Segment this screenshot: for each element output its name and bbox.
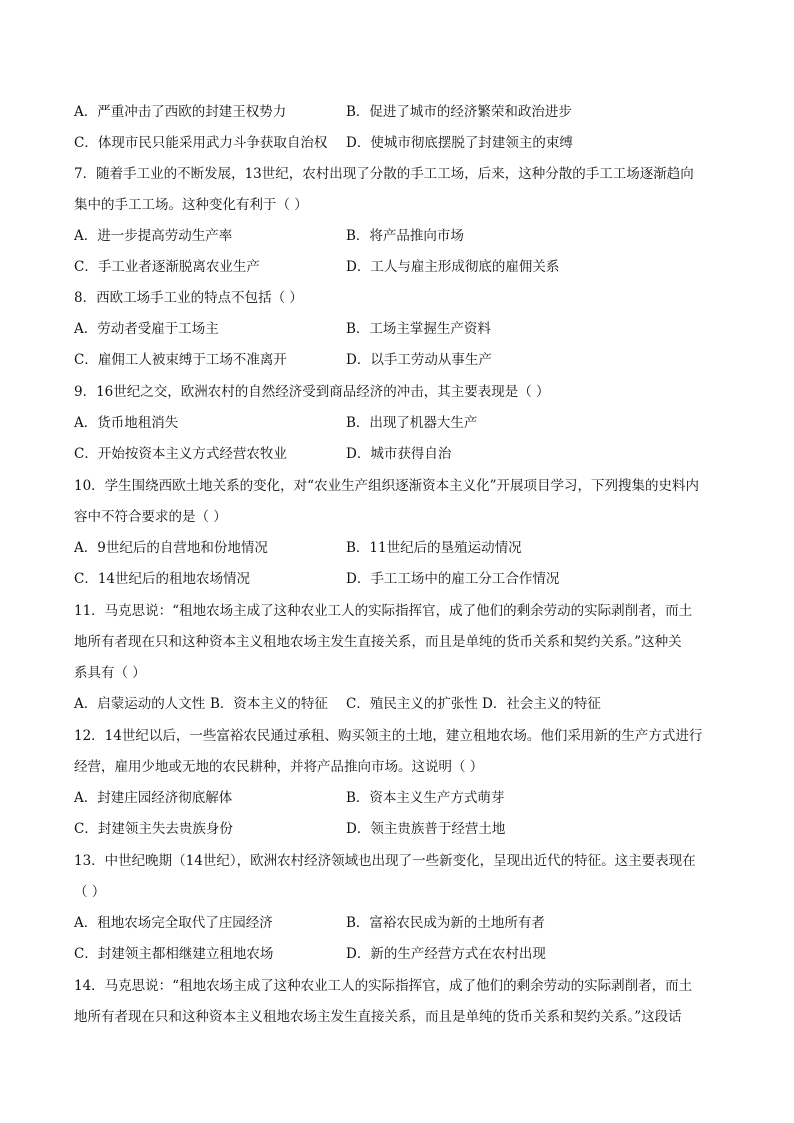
q7-option-c: C．手工业者逐渐脱离农业生产	[74, 259, 260, 275]
q13-stem-line-1: 13．中世纪晚期（14世纪），欧洲农村经济领域也出现了一些新变化，呈现出近代的特征。这主要表现在	[74, 853, 696, 869]
q13-option-a: A．租地农场完全取代了庄园经济	[74, 915, 273, 931]
q8-stem: 8．西欧工场手工业的特点不包括（ ）	[74, 290, 303, 306]
q6-option-b: B．促进了城市的经济繁荣和政治进步	[346, 104, 572, 120]
q12-option-a: A．封建庄园经济彻底解体	[74, 790, 233, 806]
q8-option-d: D．以手工劳动从事生产	[346, 352, 492, 368]
q10-stem-line-1: 10．学生围绕西欧土地关系的变化，对“农业生产组织逐渐资本主义化”开展项目学习，下列搜集的史料内	[74, 478, 699, 494]
q7-stem-line-2: 集中的手工工场。这种变化有利于（ ）	[74, 197, 308, 213]
q7-option-d: D．工人与雇主形成彻底的雇佣关系	[346, 259, 560, 275]
q8-option-a: A．劳动者受雇于工场主	[74, 321, 219, 337]
q9-option-d: D．城市获得自治	[346, 446, 452, 462]
q9-stem: 9．16世纪之交，欧洲农村的自然经济受到商品经济的冲击，其主要表现是（ ）	[74, 384, 550, 400]
q12-option-b: B．资本主义生产方式萌芽	[346, 790, 505, 806]
q6-option-c: C．体现市民只能采用武力斗争获取自治权	[74, 135, 328, 151]
q10-option-d: D．手工工场中的雇工分工合作情况	[346, 571, 560, 587]
q14-stem-line-2: 地所有者现在只和这种资本主义租地农场主发生直接关系，而且是单纯的货币关系和契约关系。”这段话	[74, 1009, 682, 1025]
q11-option-d: D．社会主义的特征	[482, 696, 601, 712]
q11-stem-line-3: 系具有（ ）	[74, 665, 146, 681]
q12-stem-line-2: 经营，雇用少地或无地的农民耕种，并将产品推向市场。这说明（ ）	[74, 759, 484, 775]
q10-stem-line-2: 容中不符合要求的是（ ）	[74, 509, 227, 525]
q13-option-d: D．新的生产经营方式在农村出现	[346, 946, 546, 962]
q9-option-c: C．开始按资本主义方式经营农牧业	[74, 446, 287, 462]
q6-option-d: D．使城市彻底摆脱了封建领主的束缚	[346, 135, 573, 151]
q11-option-c: C．殖民主义的扩张性	[346, 696, 478, 712]
q7-stem-line-1: 7．随着手工业的不断发展，13世纪，农村出现了分散的手工工场，后来，这种分散的手工工场逐渐趋向	[74, 166, 694, 182]
q7-option-b: B．将产品推向市场	[346, 228, 464, 244]
q12-option-d: D．领主贵族普于经营土地	[346, 821, 506, 837]
q7-option-a: A．进一步提高劳动生产率	[74, 228, 233, 244]
q9-option-a: A．货币地租消失	[74, 415, 179, 431]
q11-option-b: B．资本主义的特征	[210, 696, 328, 712]
q10-option-c: C．14世纪后的租地农场情况	[74, 571, 251, 587]
q12-option-c: C．封建领主失去贵族身份	[74, 821, 233, 837]
q10-option-a: A．9世纪后的自营地和份地情况	[74, 540, 268, 556]
q8-option-b: B．工场主掌握生产资料	[346, 321, 491, 337]
q11-stem-line-2: 地所有者现在只和这种资本主义租地农场主发生直接关系，而且是单纯的货币关系和契约关系。”这种关	[74, 634, 682, 650]
q13-stem-line-2: （ ）	[74, 884, 106, 900]
q10-option-b: B．11世纪后的垦殖运动情况	[346, 540, 522, 556]
q13-option-c: C．封建领主都相继建立租地农场	[74, 946, 274, 962]
q9-option-b: B．出现了机器大生产	[346, 415, 478, 431]
q13-option-b: B．富裕农民成为新的土地所有者	[346, 915, 545, 931]
q14-stem-line-1: 14．马克思说：“租地农场主成了这种农业工人的实际指挥官，成了他们的剩余劳动的实际剥削者，而土	[74, 978, 693, 994]
q11-option-a: A．启蒙运动的人文性	[74, 696, 206, 712]
q12-stem-line-1: 12．14世纪以后，一些富裕农民通过承租、购买领主的土地，建立租地农场。他们采用新的生产方式进行	[74, 728, 703, 744]
q8-option-c: C．雇佣工人被束缚于工场不准离开	[74, 352, 287, 368]
q11-stem-line-1: 11．马克思说：“租地农场主成了这种农业工人的实际指挥官，成了他们的剩余劳动的实际剥削者，而土	[74, 603, 693, 619]
q6-option-a: A．严重冲击了西欧的封建王权势力	[74, 104, 287, 120]
